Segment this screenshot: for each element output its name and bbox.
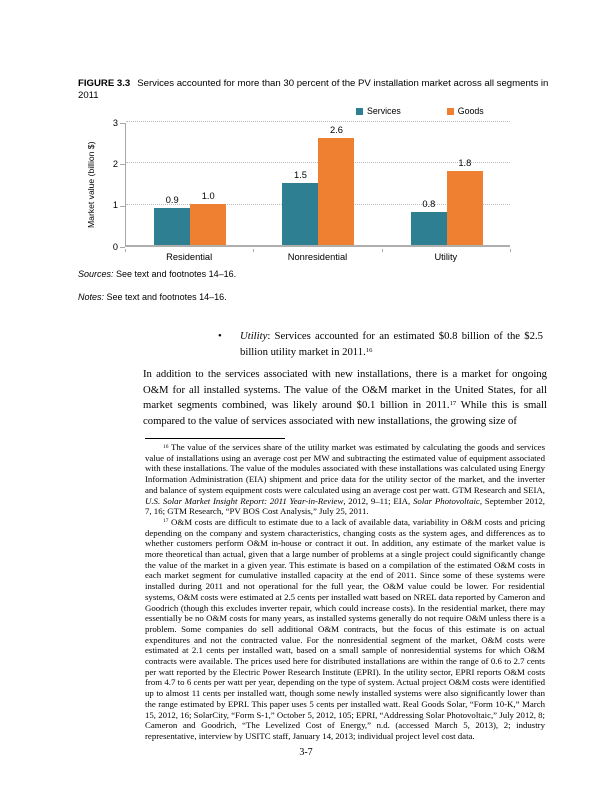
figure-label: FIGURE 3.3 xyxy=(78,78,131,89)
bullet-text xyxy=(240,330,543,358)
bar-group-residential xyxy=(126,190,254,245)
bar-services-residential xyxy=(154,194,190,245)
y-tick-mark xyxy=(120,247,125,248)
chart-legend xyxy=(356,106,484,116)
y-axis-label: Market value (billion $) xyxy=(86,141,96,229)
footnote-reference: 16 xyxy=(163,443,169,450)
sources-text: See text and footnotes 14–16. xyxy=(113,269,237,279)
bar-value-label: 0.9 xyxy=(165,194,179,205)
body-paragraph xyxy=(143,367,547,429)
legend-label: Goods xyxy=(457,106,484,116)
text-segment: Utility xyxy=(240,330,268,342)
legend-item-goods xyxy=(447,106,484,116)
y-tick-label-1: 1 xyxy=(112,200,118,211)
bullet-item-utility xyxy=(143,329,543,360)
bar-group-utility xyxy=(383,157,511,245)
figure-caption: Services accounted for more than 30 percent of the PV installation market across all segments in 2011 xyxy=(78,78,549,101)
y-tick-label-0: 0 xyxy=(112,241,118,252)
bar-value-label: 1.0 xyxy=(201,190,215,201)
notes-line xyxy=(78,292,227,302)
legend-swatch-icon xyxy=(447,108,454,115)
text-segment: Solar Photovoltaic xyxy=(413,495,480,506)
text-segment: : Services accounted for an estimated $0.8 billion of the $2.5 billion utility market in 2011. xyxy=(240,330,543,358)
bar-value-label: 1.5 xyxy=(294,170,307,180)
legend-item-services xyxy=(356,106,401,116)
y-tick-label-3: 3 xyxy=(112,117,118,128)
category-label-utility: Utility xyxy=(434,252,458,262)
y-tick-label-2: 2 xyxy=(112,158,118,169)
sources-label: Sources: xyxy=(78,269,114,279)
footnote-reference: 17 xyxy=(449,400,457,408)
footnote-17 xyxy=(145,517,545,742)
text-segment: , 2012, 9–11; EIA, xyxy=(343,495,414,506)
bar-group-nonresidential xyxy=(254,124,382,245)
bar-goods-utility xyxy=(447,157,483,245)
x-tick-mark xyxy=(510,249,511,252)
text-segment: In addition to the services associated with new installations, there is a market for ongoing O&M for all installed systems. The value of the O&M market in the United States, for all market segments combined, was likely around $0.1 billion in 2011. xyxy=(143,368,547,411)
text-segment: O&M costs are difficult to estimate due to a lack of available data, variability in O&M costs and pricing depending on the company and system characteristics, changing costs as the system ages, and differences as to whether customers perform O&M in-house or contract it out. In addition, any estimate of the market value is more theoretical than actual, given that a large number of problems at a single project could significantly change the value of the market in a given year. This estimate is based on a compilation of the estimated O&M costs in each market segment for cumulative installed capacity at the end of 2011. Since some of these systems were installed during 2011 and not operational for the full year, the O&M value could be lower. For residential systems, O&M costs were estimated at 2.5 cents per installed watt based on NREL data reported by Cameron and Goodrich (though this excludes inverter repair, which could increase costs). In the residential market, there may essentially be no O&M costs for many years, as installed systems generally do not require O&M unless there is a problem. Some companies do sell additional O&M contracts, but the focus of this estimate is on actual expenditures and not the contracted value. For the nonresidential segment of the market, O&M costs were estimated at 2.1 cents per installed watt, based on a small sample of nonresidential systems for which O&M contracts were available. The prices used here for distributed installations are within the range of 0.6 to 2.7 cents per watt reported by the Electric Power Research Institute (EPRI). In the utility sector, EPRI reports O&M costs from 4.7 to 6 cents per watt per year, depending on the type of system. Actual project O&M costs were identified up to almost 11 cents per installed watt, though some newly installed systems were also significantly lower than the range estimated by EPRI. This paper uses 5 cents per installed watt. Real Goods Solar, “Form 10-K,” March 15, 2012, 16; SolarCity, “Form S-1,” October 5, 2012, 105; EPRI, “Addressing Solar Photovoltaic,” July 2012, 8; Cameron and Goodrich, “The Levelized Cost of Energy,” n.d. (accessed March 5, 2013), 2; industry representative, interview by USITC staff, January 14, 2013; individual project level cost data. xyxy=(145,516,545,741)
footnote-reference: 16 xyxy=(365,346,373,354)
plot-area xyxy=(125,123,510,247)
gridline-y3 xyxy=(126,121,510,122)
bullet-marker: • xyxy=(218,330,222,342)
text-segment: The value of the services share of the utility market was estimated by calculating the goods and services value of installations using an average cost per MW and subtracting the estimated value of equipment associated with these installations. The value of the modules associated with these installations was calculated using Energy Information Administration (EIA) shipment and price data for the utility sector of the market, and the inverter and balance of system equipment costs were calculated using an average cost per watt. GTM Research and SEIA, xyxy=(145,442,545,495)
category-label-residential: Residential xyxy=(166,252,213,262)
footnote-separator-rule xyxy=(145,438,285,439)
page-number: 3-7 xyxy=(299,747,313,758)
x-axis-category-labels xyxy=(125,252,510,262)
footnote-16 xyxy=(145,442,545,517)
bar-value-label: 0.8 xyxy=(422,198,436,209)
bar-services-nonresidential xyxy=(282,170,318,245)
sources-line xyxy=(78,269,236,279)
bar-goods-residential xyxy=(190,190,226,245)
bar-value-label: 2.6 xyxy=(330,124,343,135)
bar-chart xyxy=(0,0,612,300)
bar-goods-nonresidential xyxy=(318,124,354,245)
text-segment: U.S. Solar Market Insight Report: 2011 Year-in-Review xyxy=(145,495,344,506)
notes-text: See text and footnotes 14–16. xyxy=(104,292,227,302)
category-label-nonresidential: Nonresidential xyxy=(287,252,348,262)
footnotes-section xyxy=(145,442,545,742)
legend-swatch-icon xyxy=(356,108,363,115)
text-segment: While this is small compared to the value of services associated with new installations, the growing size of xyxy=(143,399,547,427)
legend-label: Services xyxy=(367,106,401,116)
notes-label: Notes: xyxy=(78,292,105,302)
bar-services-utility xyxy=(411,198,447,245)
bar-value-label: 1.8 xyxy=(458,157,472,168)
footnote-reference: 17 xyxy=(163,518,169,525)
text-segment: , September 2012, 7, 16; GTM Research, “PV BOS Cost Analysis,” July 25, 2011. xyxy=(145,495,546,517)
